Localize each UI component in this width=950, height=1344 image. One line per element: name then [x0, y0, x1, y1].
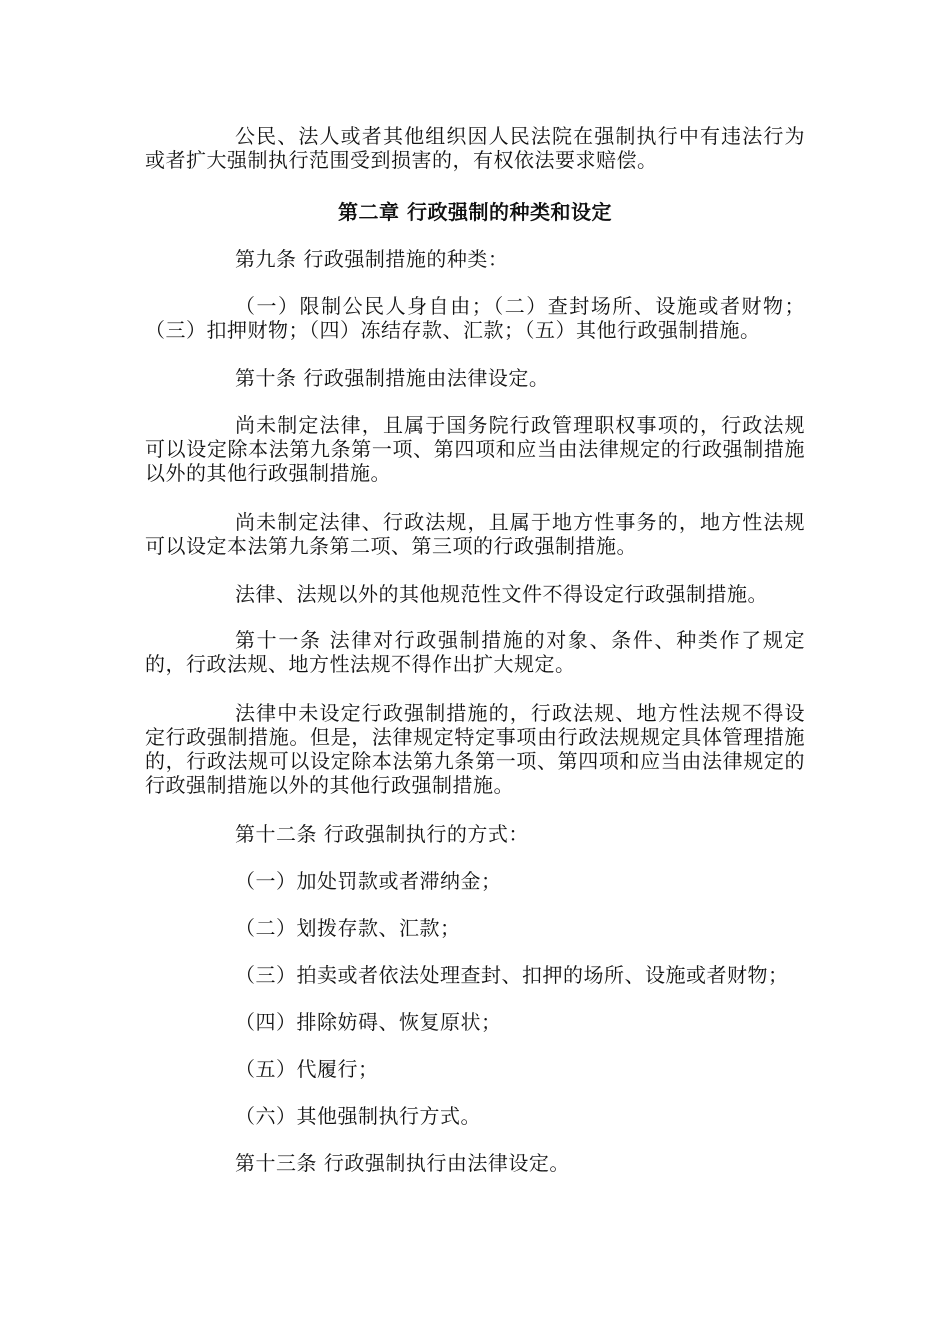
- article-12-item-1: （一）加处罚款或者滞纳金；: [235, 869, 502, 893]
- article-12-item-3: （三）拍卖或者依法处理查封、扣押的场所、设施或者财物；: [235, 963, 789, 987]
- article-10-paragraph-3: 尚未制定法律、行政法规，且属于地方性事务的，地方性法规可以设定本法第九条第二项、第三项的行政强制措施。: [145, 510, 805, 558]
- article-11-paragraph-2: 法律中未设定行政强制措施的，行政法规、地方性法规不得设定行政强制措施。但是，法律规定特定事项由行政法规规定具体管理措施的，行政法规可以设定除本法第九条第一项、第四项和应当由法律规定的行政强制措施以外的其他行政强制措施。: [145, 701, 805, 797]
- article-13-title: 第十三条 行政强制执行由法律设定。: [235, 1151, 570, 1175]
- paragraph-compensation: 公民、法人或者其他组织因人民法院在强制执行中有违法行为或者扩大强制执行范围受到损害的，有权依法要求赔偿。: [145, 124, 805, 172]
- article-12-item-4: （四）排除妨碍、恢复原状；: [235, 1010, 502, 1034]
- article-12-title: 第十二条 行政强制执行的方式：: [235, 822, 529, 846]
- article-9-items: （一）限制公民人身自由；（二）查封场所、设施或者财物；（三）扣押财物；（四）冻结存款、汇款；（五）其他行政强制措施。: [145, 294, 805, 342]
- article-12-item-2: （二）划拨存款、汇款；: [235, 916, 461, 940]
- chapter-title: 第二章 行政强制的种类和设定: [338, 200, 612, 224]
- article-10-title: 第十条 行政强制措施由法律设定。: [235, 366, 550, 390]
- article-11-paragraph-1: 第十一条 法律对行政强制措施的对象、条件、种类作了规定的，行政法规、地方性法规不得作出扩大规定。: [145, 628, 805, 676]
- article-9-title: 第九条 行政强制措施的种类：: [235, 247, 509, 271]
- article-12-item-5: （五）代履行；: [235, 1057, 379, 1081]
- article-12-item-6: （六）其他强制执行方式。: [235, 1104, 481, 1128]
- article-10-paragraph-2: 尚未制定法律，且属于国务院行政管理职权事项的，行政法规可以设定除本法第九条第一项、第四项和应当由法律规定的行政强制措施以外的其他行政强制措施。: [145, 413, 805, 485]
- article-10-paragraph-4: 法律、法规以外的其他规范性文件不得设定行政强制措施。: [235, 582, 768, 606]
